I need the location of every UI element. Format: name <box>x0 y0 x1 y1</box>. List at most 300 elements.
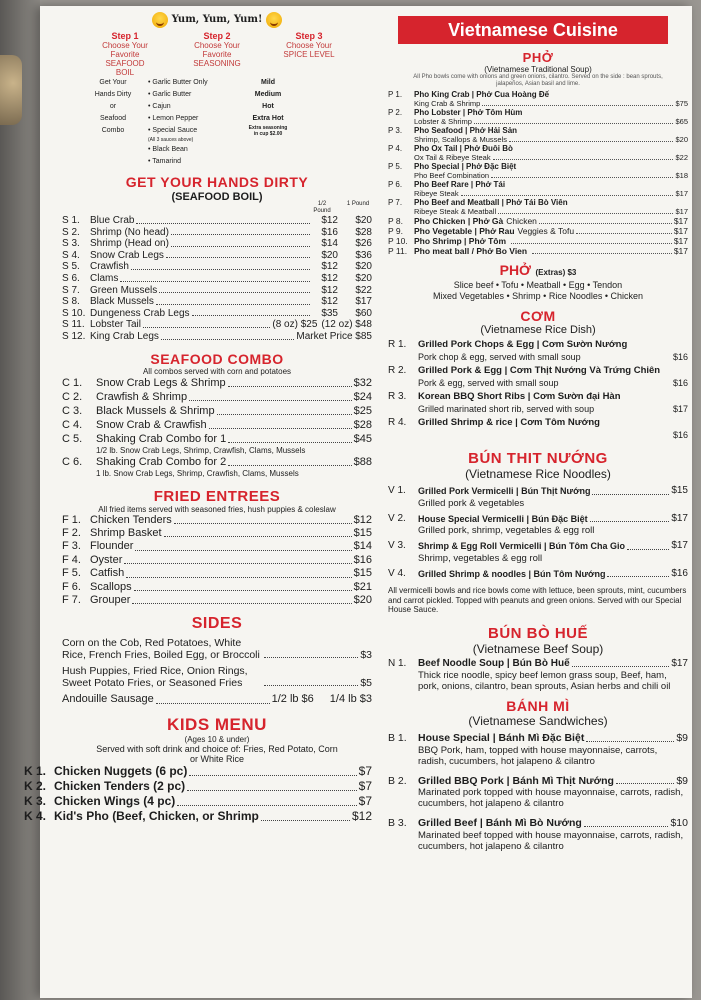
step-option: in cup $2.00 <box>253 131 283 137</box>
item-price: $32 <box>353 376 372 389</box>
price-header <box>62 201 372 215</box>
item-code: C 5. <box>62 432 83 445</box>
item-name: Pho Seafood | Phở Hải Sản <box>414 126 518 135</box>
item-description: 1 lb. Snow Crab Legs, Shrimp, Crawfish, Clams, Mussels <box>96 468 299 478</box>
seafood-combo-title: SEAFOOD COMBO <box>150 350 284 367</box>
item-description: Pork chop & egg, served with small soup <box>418 351 581 362</box>
seafood-boil-row <box>62 296 372 308</box>
right-column <box>388 16 688 852</box>
item-price: $16 <box>353 553 372 566</box>
left-column <box>24 10 372 824</box>
pho-sub-row <box>388 208 688 217</box>
one-pound-price: $60 <box>355 307 372 319</box>
seafood-boil-row <box>62 308 372 320</box>
item-price: $75 <box>675 98 688 108</box>
item-name: House Special | Bánh Mì Đặc Biệt <box>418 732 585 744</box>
item-code: P 10. <box>388 236 408 246</box>
leader-dots <box>461 190 674 197</box>
step-option: Medium <box>254 91 282 98</box>
pho-sub-row <box>388 190 688 199</box>
leader-dots <box>228 455 351 466</box>
pho-subtitle: (Vietnamese Traditional Soup) <box>484 65 592 74</box>
hands-dirty-title: GET YOUR HANDS DIRTY <box>125 174 309 190</box>
hands-dirty-subtitle: (SEAFOOD BOIL) <box>171 191 263 203</box>
step-title: Step 2 <box>203 31 231 41</box>
item-code: K 2. <box>24 778 47 793</box>
kids-row <box>24 779 372 794</box>
item-name: Pho Vegetable | Phở Rau <box>414 226 515 236</box>
half-pound-price: $14 <box>321 238 338 250</box>
item-subtitle: Ox Tail & Ribeye Steak <box>414 152 491 162</box>
item-name: Pho Shrimp | Phở Tôm <box>414 236 507 246</box>
bun-bo-hue-list <box>388 658 688 693</box>
item-code: K 4. <box>24 808 47 823</box>
item-name: House Special Vermicelli | Bún Đặc Biệt <box>418 513 588 524</box>
leader-dots <box>189 390 352 401</box>
item-description: Shrimp, vegetables & egg roll <box>418 552 543 564</box>
step2-options <box>148 77 228 168</box>
yum-text: Yum, Yum, Yum! <box>171 14 263 25</box>
leader-dots <box>627 540 669 550</box>
item-code: V 1. <box>388 485 406 496</box>
item-code: F 4. <box>62 553 81 566</box>
item-name: Shrimp (No head) <box>90 226 169 238</box>
item-price: $12 <box>353 513 372 526</box>
leader-dots <box>126 567 351 577</box>
item-price: $15 <box>671 485 688 496</box>
lobster-row <box>62 319 372 331</box>
sides-list <box>62 637 372 689</box>
item-name: Flounder <box>90 540 134 553</box>
fried-row <box>62 594 372 607</box>
step-3 <box>281 32 337 77</box>
leader-dots <box>509 136 674 143</box>
item-price: $17 <box>671 512 688 524</box>
leader-dots <box>264 685 358 686</box>
leader-dots <box>174 514 352 524</box>
step-option: • Lemon Pepper <box>148 115 199 122</box>
item-code: F 6. <box>62 580 81 593</box>
item-price: $22 <box>675 152 688 162</box>
item-code: N 1. <box>388 657 407 669</box>
item-name: Kid's Pho (Beef, Chicken, or Shrimp <box>54 808 259 823</box>
leader-dots <box>418 430 673 441</box>
item-name: Shaking Crab Combo for 2 <box>96 455 227 468</box>
seafood-boil-row <box>62 285 372 297</box>
half-pound-header: 1/2 Pound <box>313 201 331 214</box>
leader-dots <box>171 238 310 247</box>
item-code: S 11. <box>62 319 85 331</box>
item-name: Shaking Crab Combo for 1 <box>96 432 227 445</box>
king-crab-row <box>62 331 372 343</box>
seafood-boil-row <box>62 238 372 250</box>
item-code: C 2. <box>62 390 83 403</box>
item-price: $7 <box>358 793 372 808</box>
leader-dots <box>511 236 672 244</box>
half-pound-price: $35 <box>321 307 338 319</box>
one-pound-price: $28 <box>355 226 372 238</box>
item-code: B 3. <box>388 817 407 829</box>
item-name: Lobster Tail <box>90 319 141 331</box>
leader-dots <box>559 378 673 389</box>
item-name: Oyster <box>90 553 123 566</box>
step3-options <box>228 77 308 168</box>
combo-row <box>62 455 372 469</box>
item-name: Pho meat ball / Phở Bo Vien <box>414 246 528 256</box>
step-option: Seafood <box>99 115 127 122</box>
item-price: $24 <box>353 390 372 403</box>
step-option: Hot <box>262 103 274 110</box>
banh-mi-list <box>388 732 688 852</box>
kids-menu-title: KIDS MENU <box>167 714 267 734</box>
item-name: Shrimp Basket <box>90 526 162 539</box>
item-price: $18 <box>675 170 688 180</box>
bun-bo-hue-row <box>388 658 688 671</box>
com-row <box>388 391 688 404</box>
step-subtitle: Choose Your Favorite SEASONING <box>193 41 241 68</box>
item-price: $17 <box>673 246 688 256</box>
kids-served-note: Served with soft drink and choice of: Fries, Red Potato, Corn or White Rice <box>96 743 338 764</box>
item-description: Thick rice noodle, spicy beef lemon grass soup, Beef, ham, pork, onions, cilantro, bean sprouts, Asian herbs and chili oil <box>418 670 671 692</box>
item-price: $20 <box>353 593 372 606</box>
fried-row <box>62 554 372 567</box>
item-code: S 1. <box>62 215 80 226</box>
pho-extras-line1: Slice beef • Tofu • Meatball • Egg • Tendon <box>453 280 623 290</box>
item-code: P 11. <box>388 246 408 256</box>
item-name: Blue Crab <box>90 215 135 226</box>
combo-row <box>62 376 372 390</box>
step-title: Step 1 <box>111 31 139 41</box>
item-subtitle: Ribeye Steak & Meatball <box>414 206 497 216</box>
one-pound-price: $20 <box>355 261 372 273</box>
item-code: S 7. <box>62 284 80 296</box>
item-description: Marinated pork topped with house mayonnaise, carrots, radish, cucumbers, hot jalapeno & cilantro <box>418 787 684 809</box>
item-name: Chicken Nuggets (6 pc) <box>54 763 188 778</box>
leader-dots <box>474 118 674 125</box>
item-name: Chicken Tenders (2 pc) <box>54 778 186 793</box>
item-code: F 2. <box>62 526 81 539</box>
item-code: R 4. <box>388 417 407 428</box>
leader-dots <box>228 432 351 443</box>
side-row <box>62 665 372 689</box>
item-code: B 1. <box>388 732 407 744</box>
step-title: Step 3 <box>295 31 323 41</box>
com-desc-row <box>388 378 688 389</box>
item-code: S 10. <box>62 307 86 319</box>
item-name: Pho Beef Rare | Phở Tái <box>414 180 506 189</box>
bun-title: BÚN THIT NƯỚNG <box>468 450 608 467</box>
item-name: Catfish <box>90 567 125 580</box>
leader-dots <box>156 296 310 305</box>
item-name: Snow Crab Legs <box>90 249 164 261</box>
step-option: (All 3 sauces above) <box>148 137 194 143</box>
item-name: Pho Chicken | Phở Gà <box>414 216 504 226</box>
banh-mi-title: BÁNH MÌ <box>506 698 570 714</box>
smiley-emoji-icon <box>266 12 282 28</box>
item-name: Snow Crab Legs & Shrimp <box>96 376 226 389</box>
pho-extras-header <box>388 262 688 280</box>
item-price: $17 <box>675 188 688 198</box>
item-name: Beef Noodle Soup | Bún Bò Huế <box>418 657 570 669</box>
sides-title: SIDES <box>191 615 243 633</box>
com-desc-row <box>388 430 688 441</box>
smiley-emoji-icon <box>152 12 168 28</box>
combo-row <box>62 432 372 446</box>
combo-row <box>62 390 372 404</box>
item-code: R 1. <box>388 339 407 350</box>
leader-dots <box>209 418 352 429</box>
kids-row <box>24 764 372 779</box>
item-name: Grilled Shrimp & rice | Cơm Tôm Nướng <box>418 417 600 428</box>
pho-extras-line2: Mixed Vegetables • Shrimp • Rice Noodles • Chicken <box>432 291 644 301</box>
leader-dots <box>482 100 673 107</box>
step-option: • Black Bean <box>148 146 188 153</box>
item-subtitle: King Crab & Shrimp <box>414 98 481 108</box>
item-price: $45 <box>353 432 372 445</box>
leader-dots <box>592 485 669 495</box>
item-price: $16 <box>672 351 688 362</box>
leader-dots <box>189 764 356 776</box>
table-background <box>0 0 40 1000</box>
item-code: C 1. <box>62 376 83 389</box>
step-option: • Cajun <box>148 103 171 110</box>
seafood-boil-row <box>62 227 372 239</box>
banh-mi-row <box>388 775 688 788</box>
andouille-name: Andouille Sausage <box>62 693 154 706</box>
pho-note: All Pho bowls come with onions and green onions, cilantro. Served on the side : bean sprouts, jalapeños, Asian basil and lime. <box>413 74 663 87</box>
pho-row <box>388 246 688 256</box>
leader-dots <box>607 568 669 578</box>
item-name: Chicken Tenders <box>90 513 172 526</box>
leader-dots <box>131 261 310 270</box>
kids-row <box>24 794 372 809</box>
food-plate-edge <box>0 55 22 125</box>
item-subtitle: Shrimp, Scallops & Mussels <box>414 134 507 144</box>
item-name: Pho Lobster | Phở Tôm Hùm <box>414 108 523 117</box>
item-code: F 3. <box>62 540 81 553</box>
banh-mi-subtitle: (Vietnamese Sandwiches) <box>468 714 608 728</box>
step-option: Mild <box>261 79 275 86</box>
kids-age-note: (Ages 10 & under) <box>184 734 250 744</box>
com-row <box>388 339 688 352</box>
item-code: R 3. <box>388 391 407 402</box>
pho-list-2 <box>388 216 688 256</box>
lobster-8oz-price: (8 oz) $25 <box>272 319 318 331</box>
one-pound-header: 1 Pound <box>346 201 370 207</box>
one-pound-price: $17 <box>355 296 372 308</box>
item-name: King Crab Legs <box>90 330 159 342</box>
item-code: S 8. <box>62 296 80 308</box>
item-price: $14 <box>353 540 372 553</box>
bun-row <box>388 568 688 581</box>
item-code: S 4. <box>62 249 80 261</box>
steps-row <box>97 32 337 77</box>
item-code: R 2. <box>388 365 407 376</box>
item-code: S 3. <box>62 238 80 250</box>
step-option: Hands Dirty <box>94 91 132 98</box>
step1-options <box>78 77 148 168</box>
step-subtitle: Choose Your Favorite SEAFOOD BOIL <box>102 41 148 77</box>
half-pound-price: $12 <box>321 296 338 308</box>
seafood-boil-row <box>62 215 372 227</box>
item-price: $21 <box>353 580 372 593</box>
item-code: P 8. <box>388 216 403 226</box>
item-name: Black Mussels & Shrimp <box>96 404 215 417</box>
banh-mi-row <box>388 732 688 745</box>
item-name: Grilled Beef | Bánh Mì Bò Nướng <box>418 817 582 829</box>
leader-dots <box>217 404 352 415</box>
fried-entrees-list <box>62 514 372 608</box>
com-list <box>388 339 688 440</box>
leader-dots <box>228 376 352 387</box>
pho-sub-row <box>388 118 688 127</box>
com-row <box>388 417 688 430</box>
item-code: V 2. <box>388 512 406 524</box>
bun-note: All vermicelli bowls and rice bowls come with lettuce, been sprouts, mint, cucumbers and carrot pickled. Topped with peanuts and green onions. Served with our Special House Sauce. <box>388 586 687 614</box>
item-price: $7 <box>358 763 372 778</box>
item-price: $88 <box>353 455 372 468</box>
leader-dots <box>120 273 310 282</box>
step-option: • Tamarind <box>148 158 182 165</box>
step-option: Combo <box>101 127 125 134</box>
item-code: F 5. <box>62 567 81 580</box>
item-name: Black Mussels <box>90 296 154 308</box>
pho-sub-row <box>388 154 688 163</box>
pho-title: PHỞ <box>522 50 554 65</box>
com-subtitle: (Vietnamese Rice Dish) <box>480 324 596 336</box>
leader-dots <box>493 154 674 161</box>
item-name: Snow Crab & Crawfish <box>96 418 207 431</box>
item-price: $16 <box>672 429 688 440</box>
leader-dots <box>584 817 669 827</box>
half-pound-price: $16 <box>321 226 338 238</box>
item-description: Grilled pork & vegetables <box>418 497 525 509</box>
com-row <box>388 365 688 378</box>
fried-entrees-title: FRIED ENTREES <box>153 487 281 505</box>
item-price: $15 <box>353 567 372 580</box>
side-row <box>62 637 372 661</box>
leader-dots <box>491 172 673 179</box>
seafood-boil-row <box>62 273 372 285</box>
item-price: $20 <box>675 134 688 144</box>
bun-bo-hue-subtitle: (Vietnamese Beef Soup) <box>472 641 604 656</box>
item-code: C 3. <box>62 404 83 417</box>
leader-dots <box>581 352 673 363</box>
leader-dots <box>594 404 673 415</box>
combo-row <box>62 404 372 418</box>
item-name: Crawfish & Shrimp <box>96 390 188 403</box>
leader-dots <box>159 285 310 294</box>
item-name: Green Mussels <box>90 284 158 296</box>
pho-list <box>388 90 688 216</box>
item-code: P 3. <box>388 126 403 135</box>
pho-row <box>388 226 688 236</box>
andouille-half-price: 1/2 lb $6 <box>271 693 314 706</box>
com-title: CƠM <box>520 308 556 324</box>
item-price: $17 <box>673 226 688 236</box>
item-code: P 6. <box>388 180 403 189</box>
step-option: • Garlic Butter Only <box>148 79 208 86</box>
fried-row <box>62 567 372 580</box>
item-price: $15 <box>353 526 372 539</box>
half-pound-price: $12 <box>321 284 338 296</box>
item-name: Pho Ox Tail | Phở Đuôi Bò <box>414 144 513 153</box>
seafood-combo-subtitle: All combos served with corn and potatoes <box>142 366 292 376</box>
leader-dots <box>171 227 310 236</box>
combo-row <box>62 418 372 432</box>
item-name: Pho Special | Phở Đặc Biệt <box>414 162 517 171</box>
item-price: $17 <box>671 657 688 669</box>
one-pound-price: $20 <box>355 272 372 284</box>
item-subtitle: Pho Beef Combination <box>414 170 490 180</box>
item-price: $17 <box>672 403 688 414</box>
item-code: P 1. <box>388 90 403 99</box>
side-text: Corn on the Cob, Red Potatoes, White Rice, French Fries, Boiled Egg, or Broccoli <box>62 637 260 662</box>
side-price: $5 <box>360 677 372 690</box>
leader-dots <box>166 250 310 259</box>
item-code: V 3. <box>388 540 406 551</box>
banh-mi-row <box>388 817 688 830</box>
vietnamese-cuisine-banner: Vietnamese Cuisine <box>398 16 668 44</box>
item-code: K 1. <box>24 763 47 778</box>
seafood-boil-row <box>62 261 372 273</box>
leader-dots <box>187 779 356 791</box>
leader-dots <box>132 594 351 604</box>
leader-dots <box>177 794 356 806</box>
pho-row <box>388 216 688 226</box>
half-pound-price: $12 <box>321 261 338 273</box>
one-pound-price: $26 <box>355 238 372 250</box>
step-2 <box>189 32 245 77</box>
step-option: Extra seasoning <box>248 125 288 131</box>
leader-dots <box>136 215 310 224</box>
bun-row <box>388 540 688 553</box>
item-name: Grilled BBQ Pork | Bánh Mì Thịt Nướng <box>418 774 614 787</box>
side-text: Hush Puppies, Fried Rice, Onion Rings, Sweet Potato Fries, or Seasoned Fries <box>62 665 248 690</box>
item-name: Dungeness Crab Legs <box>90 307 190 319</box>
step-option: or <box>109 103 117 110</box>
item-price: $16 <box>672 377 688 388</box>
item-price: $9 <box>676 774 688 787</box>
leader-dots <box>261 809 350 821</box>
seafood-boil-row <box>62 250 372 262</box>
item-code: P 7. <box>388 198 403 207</box>
item-price: $10 <box>670 817 688 829</box>
item-description: Marinated beef topped with house mayonnaise, carrots, radish, cucumbers, hot jalapeno & cilantro <box>418 829 684 852</box>
item-name: Pho Beef and Meatball | Phở Tái Bò Viên <box>414 198 568 207</box>
leader-dots <box>586 732 674 742</box>
item-price: $65 <box>675 116 688 126</box>
item-code: P 9. <box>388 226 403 236</box>
one-pound-price: $20 <box>355 215 372 226</box>
item-code: K 3. <box>24 793 47 808</box>
bun-subtitle: (Vietnamese Rice Noodles) <box>465 467 611 481</box>
andouille-quarter-price: 1/4 lb $3 <box>329 693 372 706</box>
item-price: $28 <box>353 418 372 431</box>
kids-menu-list <box>24 764 372 824</box>
leader-dots <box>572 658 670 668</box>
bun-row <box>388 485 688 498</box>
item-tail: Veggies & Tofu <box>517 226 575 236</box>
leader-dots <box>498 208 673 215</box>
fried-entrees-subtitle: All fried items served with seasoned fries, hush puppies & coleslaw <box>98 504 336 514</box>
item-name: Chicken Wings (4 pc) <box>54 793 176 808</box>
lobster-12oz-price: (12 oz) $48 <box>321 319 372 331</box>
steps-options <box>78 77 372 168</box>
leader-dots <box>590 513 670 523</box>
step-subtitle: Choose Your SPICE LEVEL <box>283 41 335 59</box>
hands-dirty-list <box>62 215 372 343</box>
